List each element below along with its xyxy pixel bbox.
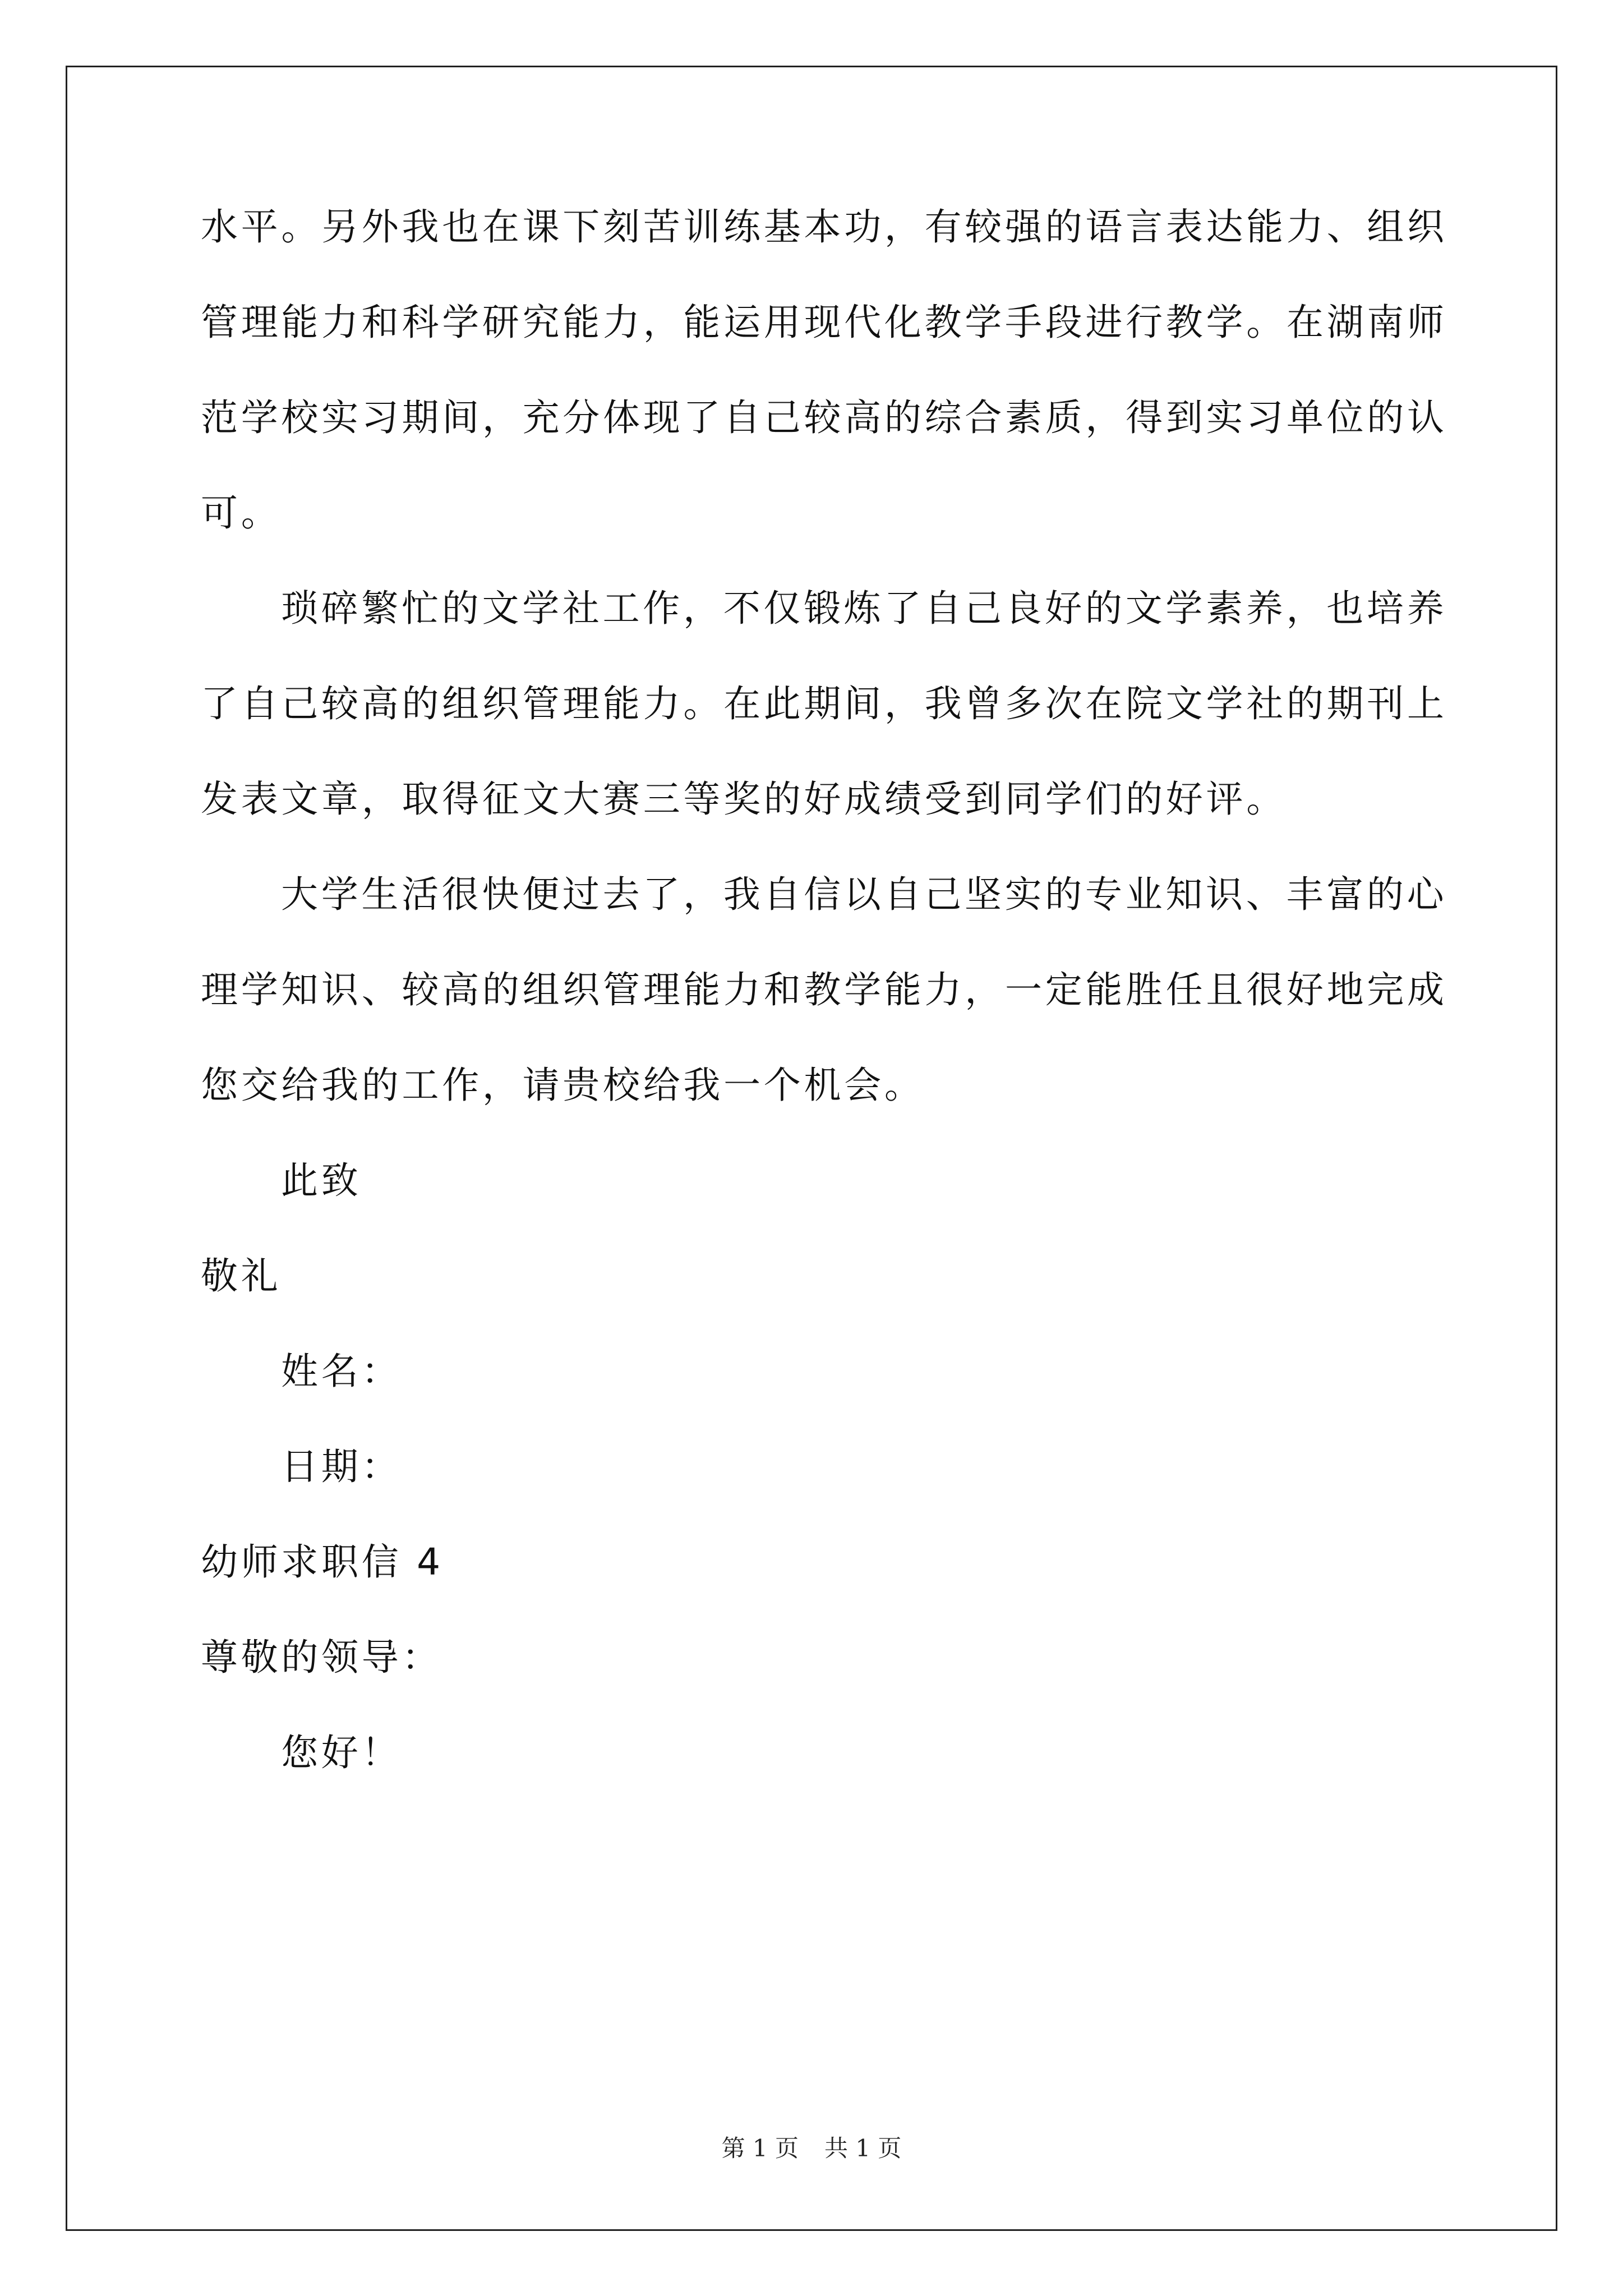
paragraph-2-line-3: 发表文章，取得征文大赛三等奖的好成绩受到同学们的好评。 xyxy=(201,777,1287,821)
paragraph-3-line-1: 大学生活很快便过去了，我自信以自己坚实的专业知识、丰富的心 xyxy=(281,873,1447,916)
greeting-recipient: 尊敬的领导： xyxy=(201,1636,442,1679)
paragraph-2-line-2: 了自己较高的组织管理能力。在此期间，我曾多次在院文学社的期刊上 xyxy=(201,682,1447,725)
greeting-hello: 您好！ xyxy=(281,1731,402,1774)
text-line-2: 管理能力和科学研究能力，能运用现代化教学手段进行教学。在湖南师 xyxy=(201,301,1447,344)
closing-phrase: 此致 xyxy=(281,1159,362,1202)
salute: 敬礼 xyxy=(201,1254,282,1297)
paragraph-3-line-2: 理学知识、较高的组织管理能力和教学能力，一定能胜任且很好地完成 xyxy=(201,968,1447,1011)
section-title: 幼师求职信 4 xyxy=(201,1540,444,1584)
name-field: 姓名： xyxy=(281,1350,402,1393)
page-total: 共 1 页 xyxy=(824,2134,902,2162)
paragraph-2-line-1: 琐碎繁忙的文学社工作，不仅锻炼了自己良好的文学素养，也培养 xyxy=(281,587,1447,630)
page-border xyxy=(66,66,1557,2231)
text-line-1: 水平。另外我也在课下刻苦训练基本功，有较强的语言表达能力、组织 xyxy=(201,205,1447,249)
text-line-3: 范学校实习期间，充分体现了自己较高的综合素质，得到实习单位的认 xyxy=(201,396,1447,439)
page-number: 第 1 页 xyxy=(721,2134,799,2162)
paragraph-3-line-3: 您交给我的工作，请贵校给我一个机会。 xyxy=(201,1064,925,1107)
date-field: 日期： xyxy=(281,1445,402,1488)
page-footer xyxy=(0,2132,1623,2165)
text-line-4: 可。 xyxy=(201,491,282,535)
